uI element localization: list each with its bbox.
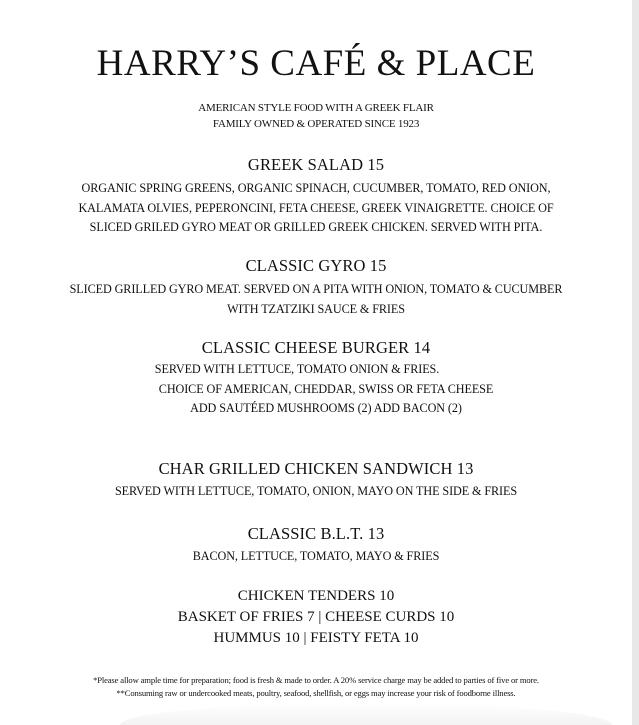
menu-item-title: GREEK SALAD 15 — [247, 155, 385, 174]
service-charge-note: *Please allow ample time for preparation; food is fresh & made to order. A 20% service charge may be added to parties of five or more. — [93, 675, 539, 685]
menu-item-classic-gyro — [0, 256, 632, 319]
menu-item-title: CHAR GRILLED CHICKEN SANDWICH 13 — [158, 459, 474, 478]
menu-item-description — [0, 482, 632, 502]
side-chicken-tenders: CHICKEN TENDERS 10 — [237, 588, 395, 604]
side-hummus-feta: HUMMUS 10 | FEISTY FETA 10 — [213, 630, 419, 646]
description-line: SERVED WITH LETTUCE, TOMATO, ONION, MAYO ON THE SIDE & FRIES — [114, 484, 518, 498]
description-line: ADD SAUTÉED MUSHROOMS (2) ADD BACON (2) — [190, 401, 462, 415]
description-line: WITH TZATZIKI SAUCE & FRIES — [227, 301, 405, 316]
tagline-block — [0, 100, 632, 132]
menu-item-title: CLASSIC GYRO 15 — [245, 256, 387, 275]
menu-item-description — [0, 547, 632, 567]
tagline-cuisine: AMERICAN STYLE FOOD WITH A GREEK FLAIR — [198, 102, 434, 114]
description-line: KALAMATA OLVIES, PEPERONCINI, FETA CHEESE, GREEK VINAIGRETTE. CHOICE OF — [78, 200, 554, 215]
menu-item-title: CLASSIC CHEESE BURGER 14 — [201, 338, 431, 357]
description-line: CHOICE OF AMERICAN, CHEDDAR, SWISS OR FETA CHEESE — [158, 381, 494, 396]
menu-item-description — [0, 360, 632, 419]
menu-item-cheese-burger — [0, 338, 632, 419]
menu-item-blt — [0, 524, 632, 567]
tagline-history: FAMILY OWNED & OPERATED SINCE 1923 — [212, 118, 420, 130]
description-line: SLICED GRILLED GYRO MEAT. SERVED ON A PITA WITH ONION, TOMATO & CUCUMBER — [69, 282, 563, 296]
sides-list — [0, 586, 632, 649]
description-line: BACON, LETTUCE, TOMATO, MAYO & FRIES — [192, 549, 440, 563]
menu-item-greek-salad — [0, 155, 632, 238]
footer-notes — [0, 674, 632, 699]
food-safety-note: **Consuming raw or undercooked meats, poultry, seafood, shellfish, or eggs may increase your risk of foodborne illness. — [116, 687, 516, 698]
scrollbar-track[interactable] — [632, 0, 639, 725]
menu-item-description — [0, 179, 632, 238]
page-shadow — [120, 703, 612, 725]
menu-item-title: CLASSIC B.L.T. 13 — [247, 524, 385, 543]
side-fries-cheese-curds: BASKET OF FRIES 7 | CHEESE CURDS 10 — [177, 609, 455, 625]
menu-item-description — [0, 280, 632, 319]
menu-item-chicken-sandwich — [0, 459, 632, 502]
restaurant-title: HARRY’S CAFÉ & PLACE — [96, 43, 536, 84]
description-line: SERVED WITH LETTUCE, TOMATO ONION & FRIES. — [154, 362, 440, 376]
description-line: ORGANIC SPRING GREENS, ORGANIC SPINACH, CUCUMBER, TOMATO, RED ONION, — [81, 181, 551, 195]
description-line: SLICED GRILED GYRO MEAT OR GRILLED GREEK CHICKEN. SERVED WITH PITA. — [89, 220, 543, 234]
